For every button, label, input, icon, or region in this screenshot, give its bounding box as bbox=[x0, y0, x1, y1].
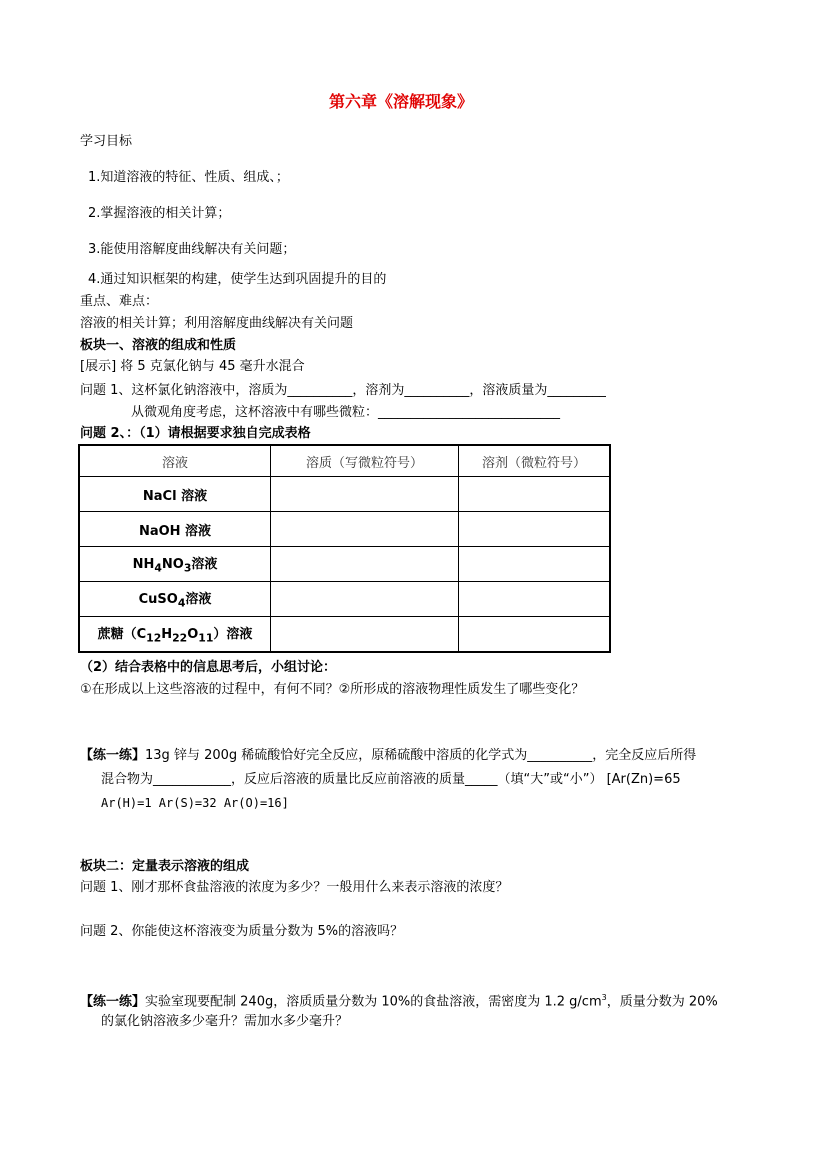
demo-text: [展示] 将 5 克氯化钠与 45 毫升水混合 bbox=[80, 359, 305, 374]
practice-2-line-1: 【练一练】实验室现要配制 240g，溶质质量分数为 10%的食盐溶液，需密度为 1.2 $g/cm^3$，质量分数为 20% bbox=[80, 993, 718, 1010]
table-row bbox=[79, 547, 610, 582]
table-cell-solution: NaOH 溶液 bbox=[79, 512, 271, 547]
discussion-text: ①在形成以上这些溶液的过程中，有何不同？②所形成的溶液物理性质发生了哪些变化？ bbox=[80, 682, 585, 697]
practice-1-line-3: Ar(H)=1 Ar(S)=32 Ar(O)=16] bbox=[101, 796, 289, 810]
table-cell-solute[interactable] bbox=[271, 617, 459, 653]
practice-1-line-2: 混合物为____________，反应后溶液的质量比反应前溶液的质量_____（填“大”或“小”） [Ar(Zn)=65 bbox=[101, 772, 681, 787]
table-header-solvent: 溶剂（微粒符号） bbox=[459, 445, 611, 477]
question-1-micro: 从微观角度考虑，这杯溶液中有哪些微粒：____________________________ bbox=[131, 405, 561, 420]
section2-question-1: 问题 1、刚才那杯食盐溶液的浓度为多少？一般用什么来表示溶液的浓度？ bbox=[80, 880, 509, 895]
objective-item-2: 2.掌握溶液的相关计算； bbox=[88, 206, 231, 221]
table-cell-solute[interactable] bbox=[271, 582, 459, 617]
table-cell-solution: NaCl 溶液 bbox=[79, 477, 271, 512]
table-cell-solvent[interactable] bbox=[459, 617, 611, 653]
table-cell-solvent[interactable] bbox=[459, 582, 611, 617]
practice-1-line-1: 【练一练】13g 锌与 200g 稀硫酸恰好完全反应，原稀硫酸中溶质的化学式为__________，完全反应后所得 bbox=[80, 748, 697, 763]
table-cell-solute[interactable] bbox=[271, 512, 459, 547]
objective-item-3: 3.能使用溶解度曲线解决有关问题； bbox=[88, 242, 296, 257]
table-row bbox=[79, 477, 610, 512]
section2-heading: 板块二：定量表示溶液的组成 bbox=[80, 859, 250, 874]
discussion-heading: （2）结合表格中的信息思考后，小组讨论： bbox=[80, 660, 337, 675]
practice-label: 【练一练】 bbox=[80, 748, 146, 763]
practice-2-line-2: 的氯化钠溶液多少毫升？需加水多少毫升？ bbox=[101, 1014, 349, 1029]
table-cell-solution: CuSO$_4$溶液 bbox=[79, 582, 271, 617]
objective-item-1: 1.知道溶液的特征、性质、组成、； bbox=[88, 170, 289, 185]
table-header-row bbox=[79, 445, 610, 477]
table-cell-solution: 蔗糖$(C_{12}H_{22}O_{11})$溶液 bbox=[79, 617, 271, 653]
key-points-text: 溶液的相关计算；利用溶解度曲线解决有关问题 bbox=[80, 316, 354, 331]
table-cell-solvent[interactable] bbox=[459, 547, 611, 582]
table-cell-solvent[interactable] bbox=[459, 477, 611, 512]
table-row bbox=[79, 512, 610, 547]
objective-item-4: 4.通过知识框架的构建，使学生达到巩固提升的目的 bbox=[88, 272, 387, 287]
objectives-heading: 学习目标 bbox=[80, 134, 133, 149]
solution-table bbox=[78, 444, 611, 653]
table-row bbox=[79, 617, 610, 653]
practice-label: 【练一练】 bbox=[80, 994, 146, 1010]
table-cell-solution: $NH_4NO_3$溶液 bbox=[79, 547, 271, 582]
section2-question-2: 问题 2、你能使这杯溶液变为质量分数为 5%的溶液吗？ bbox=[80, 924, 404, 939]
key-points-heading: 重点、难点： bbox=[80, 294, 159, 309]
table-cell-solute[interactable] bbox=[271, 547, 459, 582]
table-header-solute: 溶质（写微粒符号） bbox=[271, 445, 459, 477]
table-cell-solute[interactable] bbox=[271, 477, 459, 512]
question-2: 问题 2、：（1）请根据要求独自完成表格 bbox=[80, 426, 311, 441]
section1-heading: 板块一、溶液的组成和性质 bbox=[80, 338, 237, 353]
table-row bbox=[79, 582, 610, 617]
table-header-solution: 溶液 bbox=[79, 445, 271, 477]
table-cell-solvent[interactable] bbox=[459, 512, 611, 547]
question-1: 问题 1、这杯氯化钠溶液中，溶质为__________，溶剂为__________，溶液质量为_________ bbox=[80, 383, 606, 398]
page-title: 第六章《溶解现象》 bbox=[329, 92, 474, 111]
